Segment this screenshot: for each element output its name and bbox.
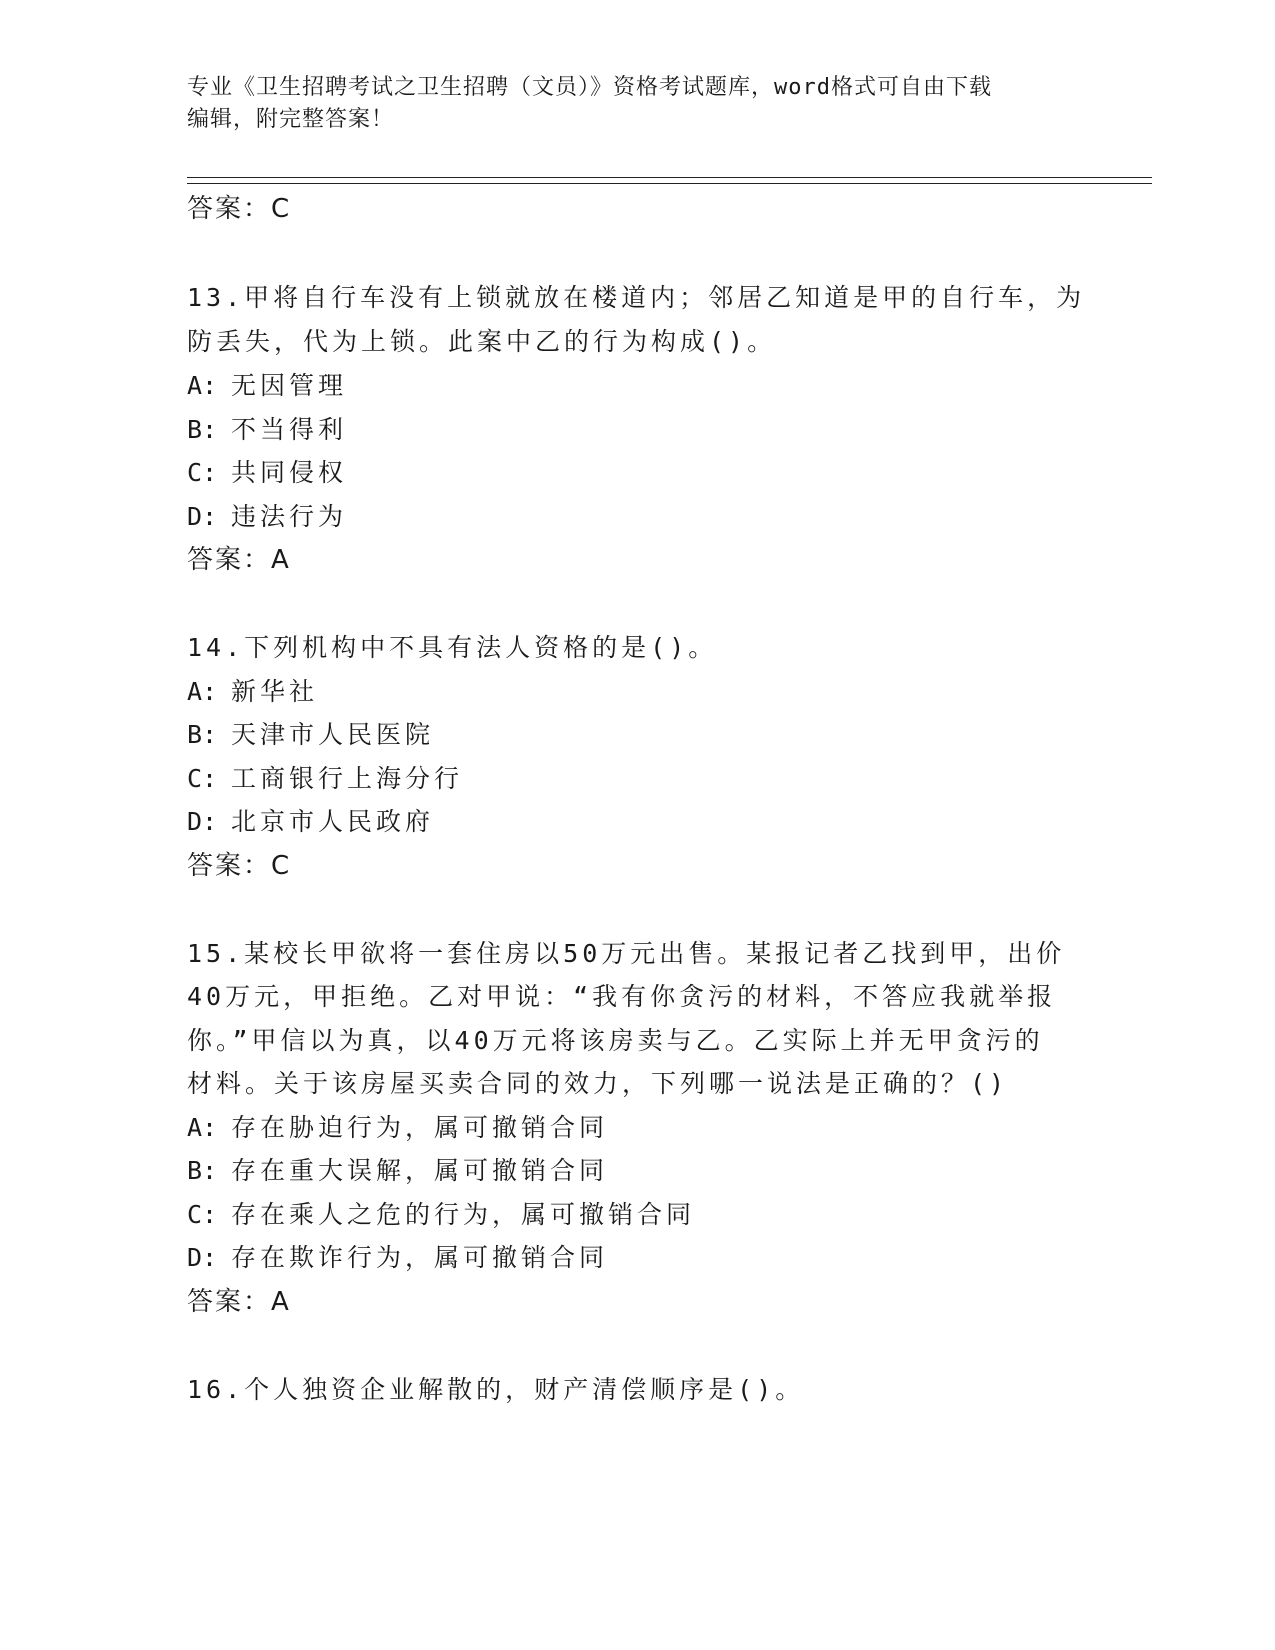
option-text: 违法行为 [231, 502, 348, 531]
question-13-stem-line-2: 防丢失，代为上锁。此案中乙的行为构成()。 [187, 327, 777, 356]
question-13-answer: 答案：A [187, 545, 291, 575]
option-label: D: [187, 1243, 218, 1272]
document-header [187, 72, 1087, 136]
question-15-option-a [187, 1112, 608, 1144]
question-15-stem-line-2: 40万元，甲拒绝。乙对甲说：“我有你贪污的材料，不答应我就举报 [187, 982, 1057, 1011]
option-label: D: [187, 502, 218, 531]
question-15-option-c [187, 1199, 695, 1231]
question-15-option-d [187, 1242, 608, 1274]
question-14-option-b [187, 719, 434, 751]
question-15-answer: 答案：A [187, 1287, 291, 1317]
option-label: C: [187, 764, 218, 793]
option-text: 工商银行上海分行 [231, 764, 464, 793]
option-text: 存在重大误解，属可撤销合同 [231, 1156, 609, 1185]
option-label: C: [187, 458, 218, 487]
option-label: C: [187, 1200, 218, 1229]
question-13-option-d [187, 501, 347, 533]
answer-line: 答案：C [187, 194, 292, 224]
question-15-option-b [187, 1155, 608, 1187]
option-label: B: [187, 720, 218, 749]
header-divider-bottom [187, 183, 1152, 184]
question-13-stem-line-1: 13.甲将自行车没有上锁就放在楼道内；邻居乙知道是甲的自行车，为 [187, 283, 1086, 312]
header-line-2: 编辑，附完整答案！ [187, 107, 395, 132]
question-14-stem-line-1: 14.下列机构中不具有法人资格的是()。 [187, 633, 718, 662]
header-divider-top [187, 177, 1152, 178]
question-14-option-d [187, 806, 434, 838]
question-13-option-b [187, 414, 347, 446]
question-14-option-c [187, 763, 463, 795]
question-16-stem-line-1: 16.个人独资企业解散的，财产清偿顺序是()。 [187, 1375, 805, 1404]
option-text: 存在欺诈行为，属可撤销合同 [231, 1243, 609, 1272]
question-15-stem-line-3: 你。”甲信以为真，以40万元将该房卖与乙。乙实际上并无甲贪污的 [187, 1026, 1044, 1055]
question-13-option-a [187, 370, 347, 402]
option-label: D: [187, 807, 218, 836]
question-14-option-a [187, 676, 318, 708]
question-15-stem-line-1: 15.某校长甲欲将一套住房以50万元出售。某报记者乙找到甲，出价 [187, 939, 1066, 968]
option-text: 存在胁迫行为，属可撤销合同 [231, 1113, 609, 1142]
option-text: 无因管理 [231, 371, 348, 400]
option-label: A: [187, 677, 218, 706]
option-text: 北京市人民政府 [231, 807, 435, 836]
header-line-1: 专业《卫生招聘考试之卫生招聘（文员）》资格考试题库，word格式可自由下载 [187, 75, 992, 100]
question-14-answer: 答案：C [187, 851, 292, 881]
option-label: B: [187, 1156, 218, 1185]
option-text: 存在乘人之危的行为，属可撤销合同 [231, 1200, 696, 1229]
option-text: 不当得利 [231, 415, 348, 444]
option-label: A: [187, 1113, 218, 1142]
option-label: B: [187, 415, 218, 444]
option-text: 共同侵权 [231, 458, 348, 487]
question-15-stem-line-4: 材料。关于该房屋买卖合同的效力，下列哪一说法是正确的？() [187, 1069, 1009, 1098]
question-13-option-c [187, 457, 347, 489]
option-label: A: [187, 371, 218, 400]
option-text: 新华社 [231, 677, 319, 706]
option-text: 天津市人民医院 [231, 720, 435, 749]
